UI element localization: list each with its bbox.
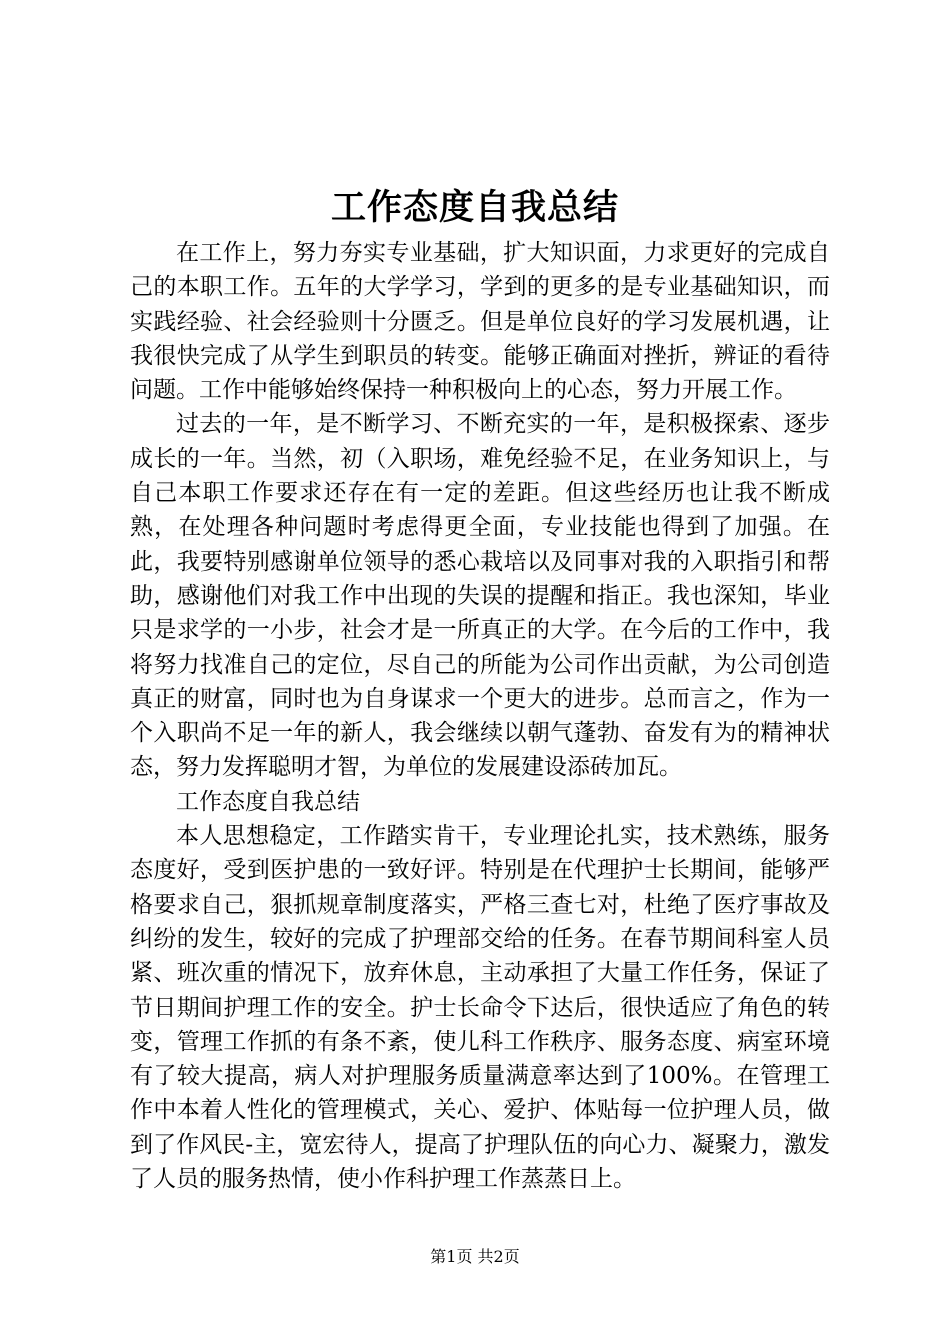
document-title: 工作态度自我总结 — [330, 187, 619, 228]
paragraph-3: 本人思想稳定，工作踏实肯干，专业理论扎实，技术熟练，服务态度好，受到医护患的一致好评。特别是在代理护士长期间，能够严格要求自己，狠抓规章制度落实，严格三查七对，杜绝了医疗事故及纠纷的发生，较好的完成了护理部交给的任务。在春节期间科室人员紧、班次重的情况下，放弃休息，主动承担了大量工作任务，保证了节日期间护理工作的安全。护士长命令下达后，很快适应了角色的转变，管理工作抓的有条不紊，使儿科工作秩序、服务态度、病室环境有了较大提高，病人对护理服务质量满意率达到了100%。在管理工作中本着人性化的管理模式，关心、爱护、体贴每一位护理人员，做到了作风民-主，宽宏待人，提高了护理队伍的向心力、凝聚力，激发了人员的服务热情，使小作科护理工作蒸蒸日上。 — [130, 823, 830, 1193]
section-heading: 工作态度自我总结 — [176, 788, 360, 815]
paragraph-1: 在工作上，努力夯实专业基础，扩大知识面，力求更好的完成自己的本职工作。五年的大学学习，学到的更多的是专业基础知识，而实践经验、社会经验则十分匮乏。但是单位良好的学习发展机遇，让我很快完成了从学生到职员的转变。能够正确面对挫折，辨证的看待问题。工作中能够始终保持一种积极向上的心态，努力开展工作。 — [130, 240, 830, 404]
paragraph-2: 过去的一年，是不断学习、不断充实的一年，是积极探索、逐步成长的一年。当然，初（入职场，难免经验不足，在业务知识上，与自己本职工作要求还存在有一定的差距。但这些经历也让我不断成熟，在处理各种问题时考虑得更全面，专业技能也得到了加强。在此，我要特别感谢单位领导的悉心栽培以及同事对我的入职指引和帮助，感谢他们对我工作中出现的失误的提醒和指正。我也深知，毕业只是求学的一小步，社会才是一所真正的大学。在今后的工作中，我将努力找准自己的定位，尽自己的所能为公司作出贡献，为公司创造真正的财富，同时也为自身谋求一个更大的进步。总而言之，作为一个入职尚不足一年的新人，我会继续以朝气蓬勃、奋发有为的精神状态，努力发挥聪明才智，为单位的发展建设添砖加瓦。 — [130, 411, 830, 781]
document-body — [130, 236, 830, 1196]
page-number: 第1页 共2页 — [430, 1247, 520, 1266]
